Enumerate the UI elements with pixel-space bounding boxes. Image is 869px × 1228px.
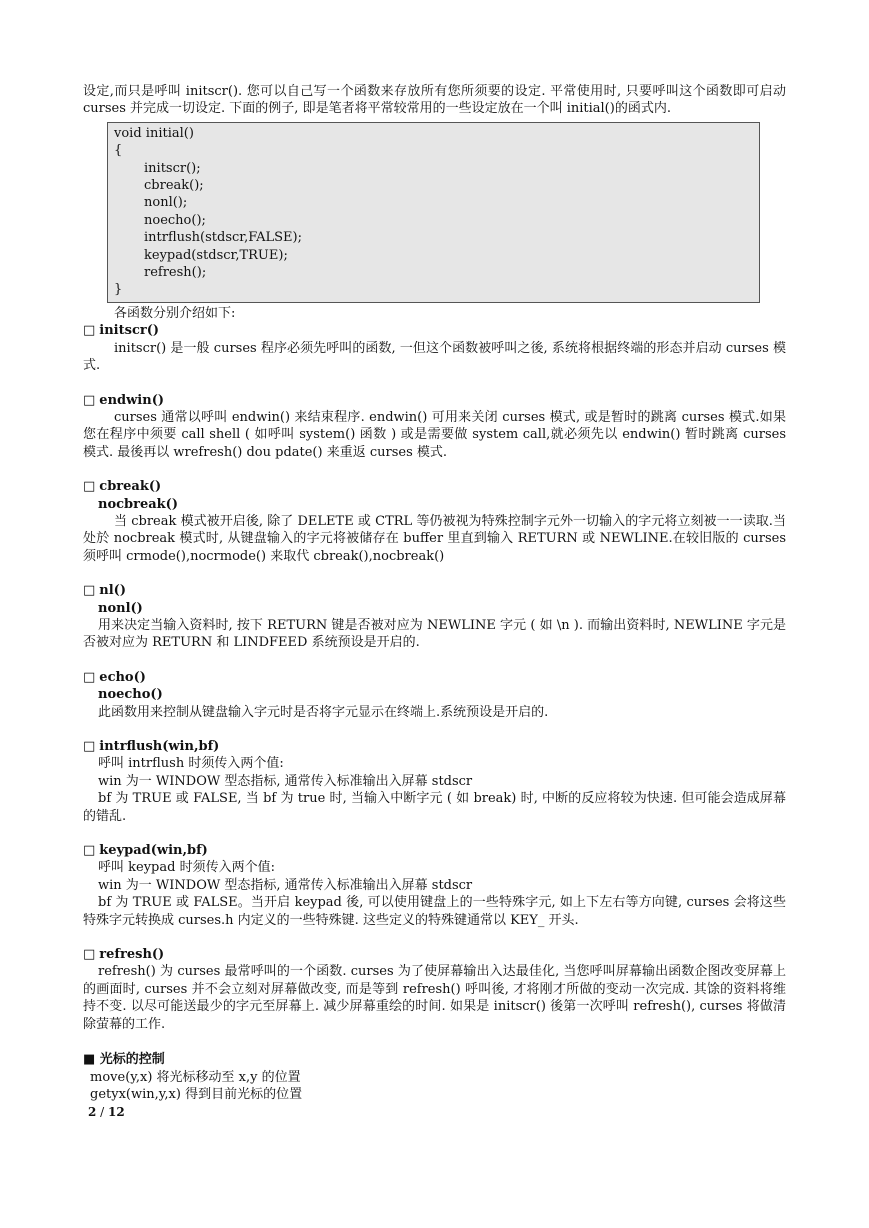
section-line: bf 为 TRUE 或 FALSE。当开启 keypad 後, 可以使用键盘上的一些特殊字元, 如上下左右等方向键, curses 会将这些特殊字元转换成 curses.h 内定义的一些特殊键. 这些定义的特殊键通常以 KEY_ 开头. [83,895,786,928]
checkbox-bullet-icon: □ [83,392,96,408]
code-line: void initial() [114,125,194,141]
section-text: 此函数用来控制从键盘输入字元时是否将字元显示在终端上.系统预设是开启的. [98,704,549,720]
section-initscr [83,322,786,374]
section-heading: □ nl() [83,583,126,599]
checkbox-bullet-icon: □ [83,669,96,685]
code-line: noecho(); [144,212,206,228]
section-text: 用来决定当输入资料时, 按下 RETURN 键是否被对应为 NEWLINE 字元 ( 如 \n ). 而输出资料时, NEWLINE 字元是否被对应为 RETURN 和 LINDFEED 系统预设是开启的. [83,617,786,651]
section-line: win 为一 WINDOW 型态指标, 通常传入标准输出入屏幕 stdscr [98,773,473,789]
code-line: nonl(); [144,195,188,211]
intro-paragraph: 设定,而只是呼叫 initscr(). 您可以自己写一个函数来存放所有您所须要的设定. 平常使用时, 只要呼叫这个函数即可启动 curses 并完成一切设定. 下面的例子, 即是笔者将平常较常用的一些设定放在一个叫 initial()的函式内. [83,84,786,117]
cursor-line: getyx(win,y,x) 得到目前光标的位置 [90,1086,303,1102]
checkbox-bullet-icon: □ [83,739,96,754]
section-line: 呼叫 intrflush 时须传入两个值: [98,756,284,772]
section-refresh [83,946,786,1033]
code-line: intrflush(stdscr,FALSE); [144,230,302,246]
section-cbreak [83,478,786,565]
page-number: 2 / 12 [88,1105,125,1120]
code-line: initscr(); [144,160,201,176]
section-heading: □ intrflush(win,bf) [83,739,220,754]
functions-intro: 各函数分别介绍如下: [114,305,236,321]
section-intrflush [83,738,786,825]
section-heading: □ endwin() [83,392,164,408]
cursor-line: move(y,x) 将光标移动至 x,y 的位置 [90,1069,301,1085]
document-page [83,83,786,1122]
section-text: 当 cbreak 模式被开启後, 除了 DELETE 或 CTRL 等仍被视为特殊控制字元外一切输入的字元将立刻被一一读取.当处於 nocbreak 模式时, 从键盘输入的字元将被储存在 buffer 里直到输入 RETURN 或 NEWLINE.在较旧版的 curses 须呼叫 crmode(),nocrmode() 来取代 cbreak(),nocbreak() [83,513,786,564]
checkbox-bullet-icon: □ [83,583,96,599]
section-line: 呼叫 keypad 时须传入两个值: [98,860,275,876]
checkbox-bullet-icon: □ [83,947,96,963]
section-nl [83,582,786,652]
section-heading: □ echo() [83,669,146,685]
section-line: bf 为 TRUE 或 FALSE, 当 bf 为 true 时, 当输入中断字元 ( 如 break) 时, 中断的反应将较为快速. 但可能会造成屏幕的错乱. [83,791,786,824]
section-heading: □ refresh() [83,947,165,963]
section-subheading: nonl() [98,600,143,616]
cursor-control-heading: ■ 光标的控制 [83,1052,165,1068]
code-line: refresh(); [144,265,207,281]
checkbox-bullet-icon: □ [83,843,96,859]
checkbox-bullet-icon: □ [83,323,96,339]
checkbox-bullet-icon: □ [83,479,96,495]
section-text: curses 通常以呼叫 endwin() 来结束程序. endwin() 可用来关闭 curses 模式, 或是暂时的跳离 curses 模式.如果您在程序中须要 call shell ( 如呼叫 system() 函数 ) 或是需要做 system call,就必须先以 endwin() 暂时跳离 curses 模式. 最後再以 wrefresh() dou pdate() 来重返 curses 模式. [83,409,786,460]
section-subheading: noecho() [98,687,163,703]
code-line: { [114,143,123,159]
section-heading: □ keypad(win,bf) [83,843,208,859]
code-line: keypad(stdscr,TRUE); [144,247,288,263]
section-endwin [83,392,786,462]
code-line: cbreak(); [144,178,204,194]
section-text: initscr() 是一般 curses 程序必须先呼叫的函数, 一但这个函数被呼叫之後, 系统将根据终端的形态并启动 curses 模式. [83,340,786,374]
section-line: win 为一 WINDOW 型态指标, 通常传入标准输出入屏幕 stdscr [98,877,473,893]
section-subheading: nocbreak() [98,496,178,512]
code-block [107,122,760,303]
code-line: } [114,282,123,298]
section-heading: □ cbreak() [83,479,162,495]
section-keypad [83,842,786,929]
section-heading: □ initscr() [83,323,160,339]
section-text: refresh() 为 curses 最常呼叫的一个函数. curses 为了使屏幕输出入达最佳化, 当您呼叫屏幕输出函数企图改变屏幕上的画面时, curses 并不会立刻对屏幕做改变, 而是等到 refresh() 呼叫後, 才将刚才所做的变动一次完成. 其馀的资料将维持不变. 以尽可能送最少的字元至屏幕上. 减少屏幕重绘的时间. 如果是 initscr() 後第一次呼叫 refresh(), curses 将做清除萤幕的工作. [83,964,786,1032]
section-echo [83,669,786,721]
